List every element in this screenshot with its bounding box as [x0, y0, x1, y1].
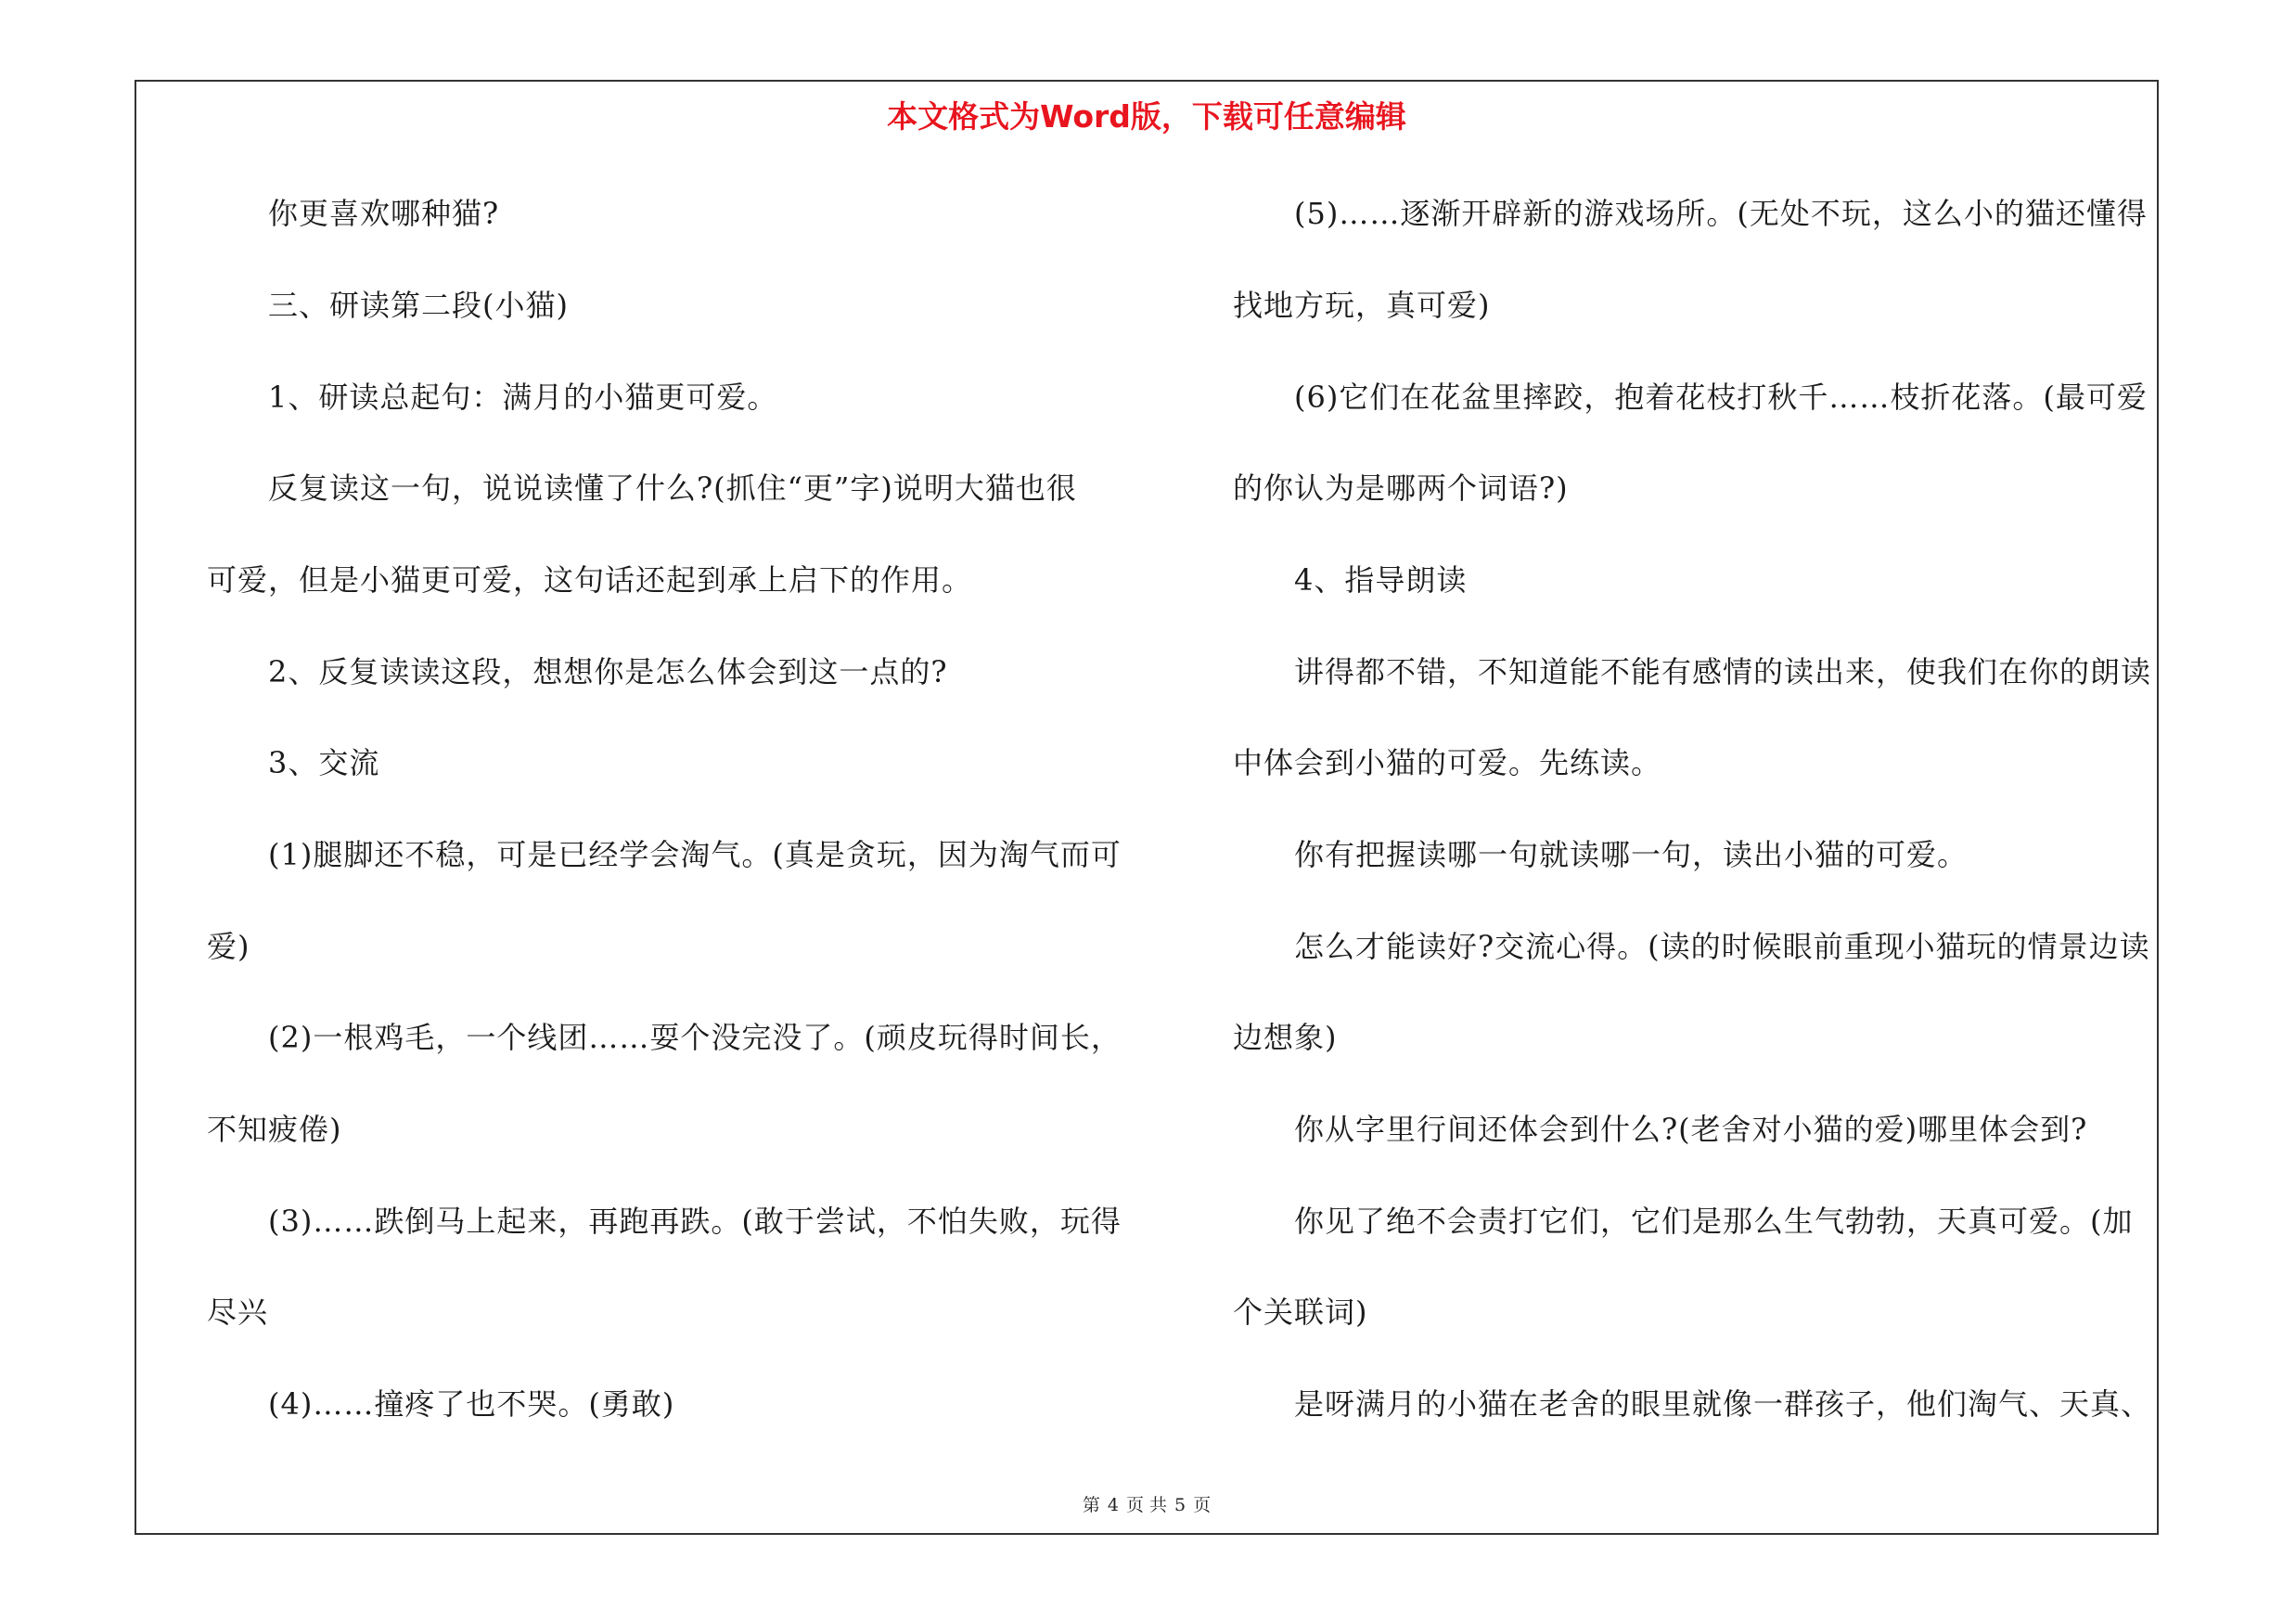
- paragraph-line: 三、研读第二段(小猫): [268, 288, 569, 323]
- paragraph-line: 4、指导朗读: [1294, 562, 1468, 598]
- paragraph-line: 的你认为是哪两个词语?): [1233, 470, 1569, 506]
- paragraph-line: 爱): [207, 929, 250, 964]
- paragraph-line: 个关联词): [1233, 1295, 1368, 1330]
- paragraph-line: (2)一根鸡毛，一个线团……耍个没完没了。(顽皮玩得时间长，: [268, 1020, 1122, 1055]
- paragraph-line: 找地方玩，真可爱): [1233, 288, 1491, 323]
- paragraph-line: (6)它们在花盆里摔跤，抱着花枝打秋千……枝折花落。(最可爱: [1294, 380, 2148, 415]
- page-footer: [136, 1492, 2157, 1518]
- paragraph-line: (4)……撞疼了也不哭。(勇敢): [268, 1386, 675, 1422]
- footer-current-page: 4: [1107, 1495, 1119, 1515]
- footer-total-pages: 5: [1174, 1495, 1186, 1515]
- footer-middle: 页 共: [1125, 1495, 1168, 1515]
- paragraph-line: (5)……逐渐开辟新的游戏场所。(无处不玩，这么小的猫还懂得: [1294, 196, 2148, 231]
- paragraph-line: 中体会到小猫的可爱。先练读。: [1233, 745, 1662, 780]
- paragraph-line: 尽兴: [207, 1295, 269, 1330]
- document-banner: 本文格式为Word版，下载可任意编辑: [887, 98, 1406, 135]
- footer-prefix: 第: [1082, 1495, 1100, 1515]
- paragraph-line: 不知疲倦): [207, 1112, 342, 1147]
- page-frame: [135, 80, 2159, 1535]
- footer-suffix: 页: [1193, 1495, 1212, 1515]
- paragraph-line: 是呀满月的小猫在老舍的眼里就像一群孩子，他们淘气、天真、: [1294, 1386, 2152, 1422]
- paragraph-line: 讲得都不错，不知道能不能有感情的读出来，使我们在你的朗读: [1294, 654, 2152, 689]
- paragraph-line: 2、反复读读这段，想想你是怎么体会到这一点的?: [268, 654, 948, 689]
- paragraph-line: 你从字里行间还体会到什么?(老舍对小猫的爱)哪里体会到?: [1294, 1112, 2088, 1147]
- paragraph-line: 反复读这一句，说说读懂了什么?(抓住“更”字)说明大猫也很: [268, 470, 1077, 506]
- paragraph-line: (3)……跌倒马上起来，再跑再跌。(敢于尝试，不怕失败，玩得: [268, 1204, 1122, 1239]
- paragraph-line: 你有把握读哪一句就读哪一句，读出小猫的可爱。: [1294, 837, 1969, 872]
- paragraph-line: 可爱，但是小猫更可爱，这句话还起到承上启下的作用。: [207, 562, 973, 598]
- paragraph-line: (1)腿脚还不稳，可是已经学会淘气。(真是贪玩，因为淘气而可: [268, 837, 1122, 872]
- paragraph-line: 边想象): [1233, 1020, 1338, 1055]
- paragraph-line: 1、研读总起句：满月的小猫更可爱。: [268, 380, 778, 415]
- paragraph-line: 怎么才能读好?交流心得。(读的时候眼前重现小猫玩的情景边读: [1294, 929, 2150, 964]
- paragraph-line: 你更喜欢哪种猫?: [268, 196, 500, 231]
- paragraph-line: 你见了绝不会责打它们，它们是那么生气勃勃，天真可爱。(加: [1294, 1204, 2134, 1239]
- paragraph-line: 3、交流: [268, 745, 380, 780]
